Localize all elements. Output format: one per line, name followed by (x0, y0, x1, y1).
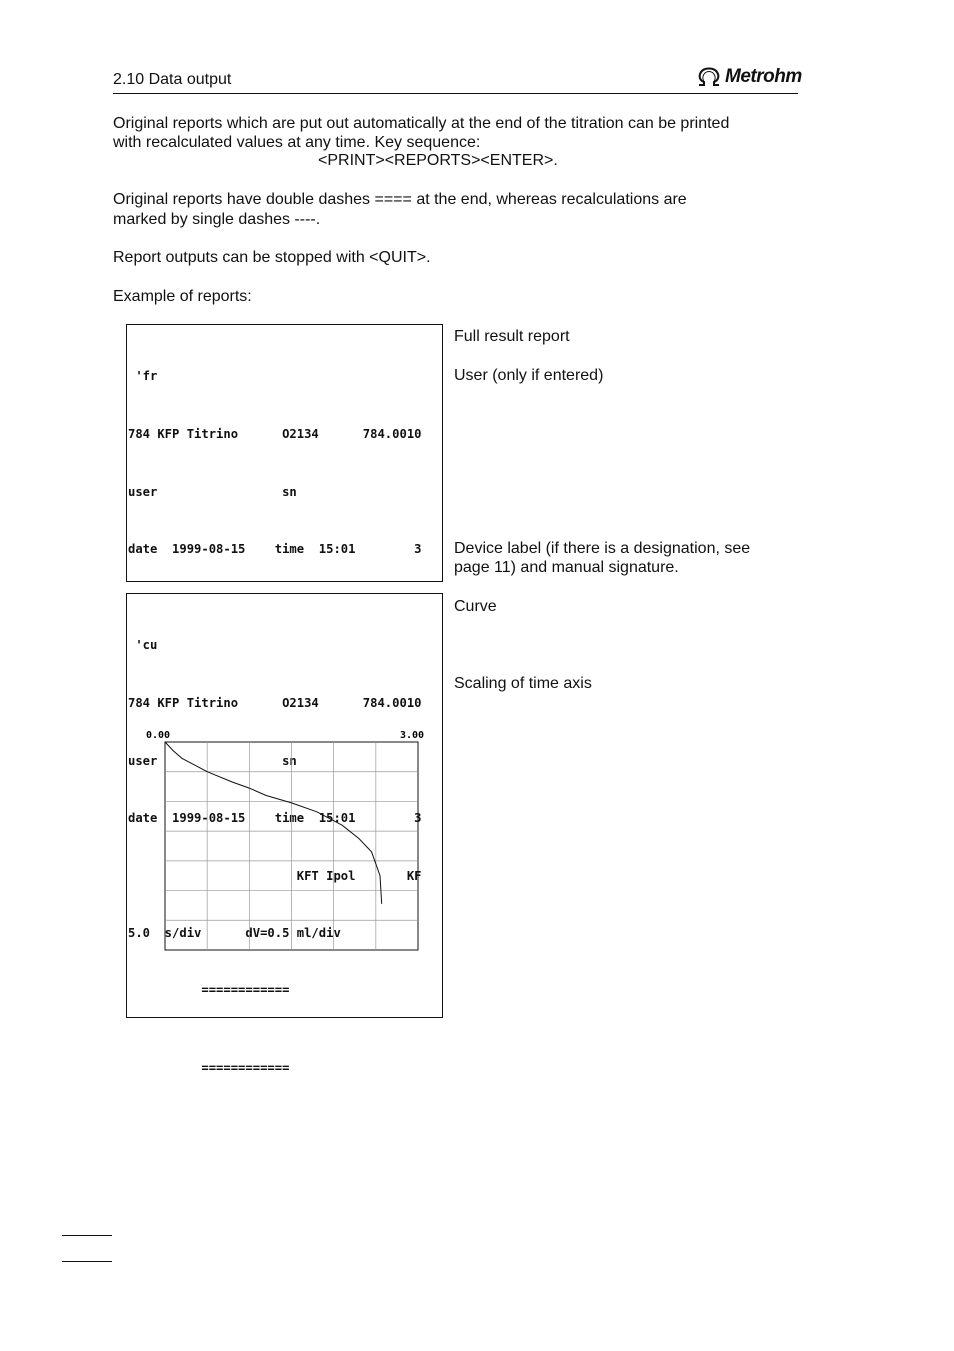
axis-left-label: 0.00 (146, 730, 171, 741)
margin-rule-lower (62, 1261, 112, 1262)
report-line: user sn (128, 484, 297, 499)
annotation-device-label-line-2: page 11) and manual signature. (454, 559, 679, 576)
report-line: ============ (128, 1060, 290, 1075)
example-heading: Example of reports: (113, 288, 252, 305)
annotation-scaling: Scaling of time axis (454, 675, 592, 692)
intro-paragraph-line-2: with recalculated values at any time. Key sequence: (113, 134, 481, 151)
key-sequence: <PRINT><REPORTS><ENTER>. (318, 152, 558, 169)
report-line: 'fr (128, 369, 158, 384)
curve-report (126, 593, 443, 1018)
report-line: date 1999-08-15 time 15:01 3 (128, 811, 422, 826)
dashes-paragraph-line-2: marked by single dashes ----. (113, 211, 321, 228)
report-line: 'cu (128, 638, 158, 653)
report-line: 784 KFP Titrino O2134 784.0010 (128, 427, 422, 442)
quit-paragraph: Report outputs can be stopped with <QUIT>. (113, 249, 431, 266)
axis-right-label: 3.00 (400, 730, 425, 741)
report-line: date 1999-08-15 time 15:01 3 (128, 542, 422, 557)
titration-curve-chart (127, 724, 442, 959)
metrohm-omega-logo-icon (696, 67, 722, 87)
report-line: user sn (128, 753, 297, 768)
metrohm-logo (696, 66, 802, 88)
chart-grid (165, 742, 418, 950)
report-line: 784 KFP Titrino O2134 784.0010 (128, 696, 422, 711)
margin-rule-upper (62, 1235, 112, 1236)
logo-text: Metrohm (725, 66, 802, 87)
dashes-paragraph-line-1: Original reports have double dashes ==== at the end, whereas recalculations are (113, 191, 687, 208)
annotation-device-label-line-1: Device label (if there is a designation, see (454, 540, 751, 557)
report-line: KFT Ipol KF (128, 868, 422, 883)
titration-curve-line (165, 742, 382, 904)
report-line: 5.0 s/div dV=0.5 ml/div (128, 926, 341, 941)
curve-report-footer: ============ (128, 983, 290, 997)
intro-paragraph-line-1: Original reports which are put out automatically at the end of the titration can be printed (113, 115, 730, 132)
annotation-full-result: Full result report (454, 328, 570, 345)
annotation-user: User (only if entered) (454, 367, 604, 384)
annotation-curve: Curve (454, 598, 497, 615)
section-title: 2.10 Data output (113, 71, 232, 88)
header-rule (113, 93, 798, 94)
